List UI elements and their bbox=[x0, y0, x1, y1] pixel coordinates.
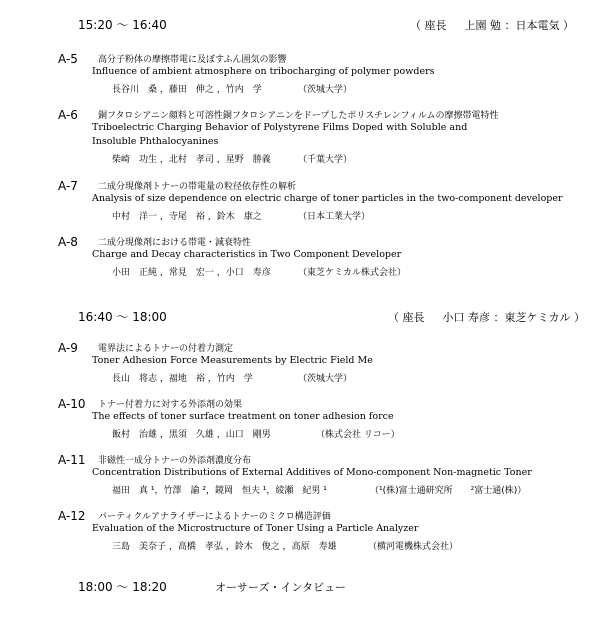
paper-title-jp: 電界法によるトナーの付着力測定 bbox=[98, 344, 234, 354]
paper-affiliation: （株式会社 リコー） bbox=[316, 430, 400, 440]
paper-title-en: Analysis of size dependence on electric charge of toner particles in the two-component developer bbox=[92, 193, 563, 204]
session-title: オーサーズ・インタビュー bbox=[215, 581, 347, 594]
paper-title-en: Influence of ambient atmosphere on tribocharging of polymer powders bbox=[92, 66, 435, 77]
paper-number: A-6 bbox=[58, 108, 78, 122]
paper-authors: 三島 美奈子 ，高橋 孝弘 ，鈴木 俊之 ，高原 寿雄 bbox=[112, 542, 337, 552]
session-time: 16:40 ～ 18:00 bbox=[78, 310, 167, 324]
paper-authors: 小田 正純 ，常見 宏一 ，小口 寿彦 bbox=[112, 268, 271, 278]
paper-title-jp: 高分子粉体の摩擦帯電に及ぼすふん囲気の影響 bbox=[98, 55, 287, 65]
paper-title-jp: 二成分現像剤における帯電・減衰特性 bbox=[98, 238, 252, 248]
paper-authors: 福田 真 ¹，竹澤 諭 ²，鏡岡 恒夫 ¹，綾瀬 紀男 ¹ bbox=[112, 486, 327, 496]
paper-title-en: Concentration Distributions of External Additives of Mono-component Non-magnetic Toner bbox=[92, 467, 532, 478]
paper-number: A-5 bbox=[58, 52, 78, 66]
paper-title-en: Toner Adhesion Force Measurements by Electric Field Me bbox=[92, 355, 373, 366]
paper-number: A-11 bbox=[58, 453, 86, 467]
paper-affiliation: （茨城大学） bbox=[298, 374, 353, 384]
paper-title-jp: 二成分現像剤トナーの帯電量の粒径依存性の解析 bbox=[98, 182, 297, 192]
session-time: 18:00 ～ 18:20 bbox=[78, 580, 167, 594]
session-chair: （ 座長 上園 勉 ：日本電気 ） bbox=[410, 19, 574, 32]
session-chair: （ 座長 小口 寿彦 ：東芝ケミカル ） bbox=[388, 311, 585, 324]
paper-affiliation: （茨城大学） bbox=[298, 85, 353, 95]
paper-number: A-10 bbox=[58, 397, 86, 411]
paper-authors: 柴崎 功生 ，北村 孝司 ，星野 勝義 bbox=[112, 155, 271, 165]
paper-title-en: Charge and Decay characteristics in Two Component Developer bbox=[92, 249, 402, 260]
paper-number: A-7 bbox=[58, 179, 78, 193]
paper-authors: 長山 将志 ，福地 裕 ，竹内 学 bbox=[112, 374, 253, 384]
paper-title-en: The effects of toner surface treatment on toner adhesion force bbox=[92, 411, 394, 422]
paper-affiliation: （¹(株)富士通研究所 ²富士通(株)） bbox=[370, 486, 527, 496]
paper-number: A-12 bbox=[58, 509, 86, 523]
session-time: 15:20 ～ 16:40 bbox=[78, 18, 167, 32]
paper-authors: 中村 洋一 ，寺尾 裕 ，鈴木 康之 bbox=[112, 212, 262, 222]
paper-title-jp: トナー付着力に対する外添剤の効果 bbox=[98, 400, 243, 410]
paper-title-en: Triboelectric Charging Behavior of Polystyrene Films Doped with Soluble and bbox=[92, 122, 468, 133]
paper-number: A-8 bbox=[58, 235, 78, 249]
paper-title-jp: 銅フタロシアニン顔料と可溶性銅フタロシアニンをドープしたポリスチレンフィルムの摩擦帯電特性 bbox=[98, 111, 499, 121]
paper-affiliation: （東芝ケミカル株式会社） bbox=[298, 268, 407, 278]
paper-title-en: Evaluation of the Microstructure of Toner Using a Particle Analyzer bbox=[92, 523, 419, 534]
paper-authors: 飯村 治雄 ，黒須 久雄 ，山口 剛男 bbox=[112, 430, 271, 440]
paper-title-en: Insoluble Phthalocyanines bbox=[92, 136, 219, 147]
paper-affiliation: （千葉大学） bbox=[298, 155, 353, 165]
paper-authors: 長谷川 桑 ，藤田 伸之 ，竹内 学 bbox=[112, 85, 262, 95]
paper-affiliation: （横河電機株式会社） bbox=[368, 542, 459, 552]
paper-number: A-9 bbox=[58, 341, 78, 355]
paper-affiliation: （日本工業大学） bbox=[298, 212, 371, 222]
paper-title-jp: 非磁性一成分トナーの外添剤濃度分布 bbox=[98, 456, 252, 466]
paper-title-jp: パーティクルアナライザーによるトナーのミクロ構造評価 bbox=[98, 512, 331, 522]
